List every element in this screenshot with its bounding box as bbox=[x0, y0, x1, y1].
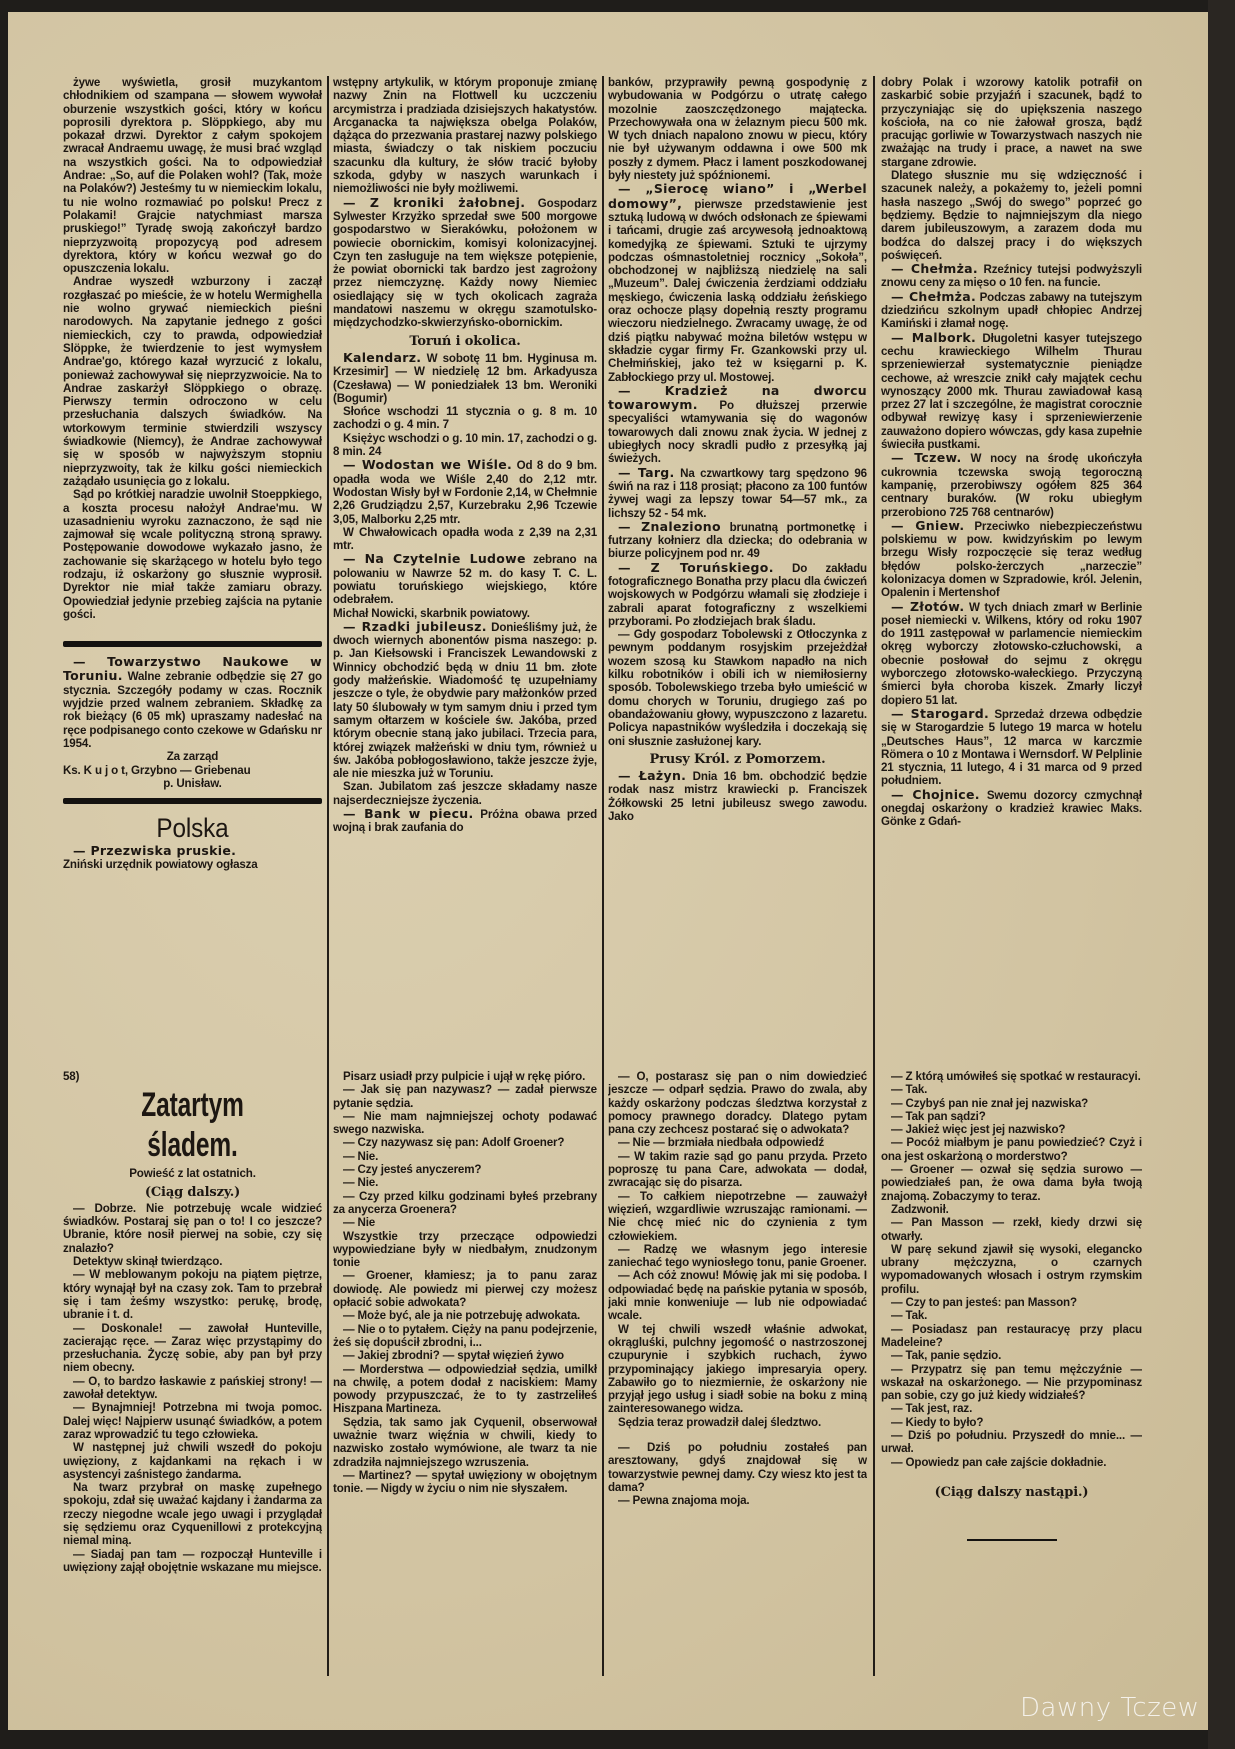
article-text: — Nie. bbox=[343, 1176, 379, 1190]
article-text: 58) bbox=[63, 1070, 80, 1083]
article-text: — Jakież więc jest jej nazwisko? bbox=[891, 1123, 1066, 1137]
article-text: — Z którą umówiłeś się spotkać w restauracyi. bbox=[891, 1070, 1141, 1083]
article-paragraph bbox=[881, 1136, 1142, 1163]
article-paragraph bbox=[63, 1481, 322, 1547]
article-paragraph bbox=[333, 526, 597, 553]
article-paragraph bbox=[608, 466, 867, 520]
top-column-4 bbox=[881, 76, 1142, 1062]
article-text: Polska bbox=[156, 813, 229, 844]
article-paragraph bbox=[881, 1402, 1142, 1415]
article-text: W następnej już chwili wszedł do pokoju uwięziony, z kajdankami na rękach i w asystencyi zaśnistego żandarma. bbox=[63, 1441, 322, 1481]
article-paragraph bbox=[608, 384, 867, 466]
article-paragraph bbox=[333, 1176, 597, 1189]
section-heading bbox=[76, 812, 309, 844]
article-text: — Nie — brzmiała niedbała odpowiedź bbox=[618, 1136, 825, 1150]
article-paragraph bbox=[881, 169, 1142, 262]
story-title bbox=[99, 1085, 285, 1165]
article-paragraph bbox=[608, 1190, 867, 1243]
article-headline: — Tczew. bbox=[891, 450, 962, 466]
article-text: Podczas zabawy na tutejszym dziedzińcu szkolnym upadł chłopiec Andrzej Kamiński i złamał nogę. bbox=[881, 290, 1142, 331]
article-paragraph bbox=[881, 331, 1142, 452]
article-headline: Kalendarz. bbox=[343, 349, 422, 365]
article-paragraph bbox=[63, 1401, 322, 1441]
article-paragraph bbox=[608, 628, 867, 748]
article-text: — Kiedy to było? bbox=[891, 1415, 984, 1429]
article-paragraph bbox=[881, 600, 1142, 707]
top-column-2 bbox=[333, 76, 597, 1062]
article-paragraph bbox=[881, 290, 1142, 331]
article-headline: — Malbork. bbox=[891, 329, 977, 345]
article-paragraph bbox=[881, 519, 1142, 600]
article-paragraph bbox=[63, 488, 322, 621]
article-text: Andrae wyszedł wzburzony i zaczął rozgłaszać po mieście, że w hotelu Wermighella nie wolno grywać niemieckich pieśni narodowych. Na zapytanie jednego z gości niemieckich, czy to prawda, odpowiedział Slöppke, że twierdzenie to jest wymysłem Andrae'go, którego kazał wyrzucić z lokalu, ponieważ zachowywał się nieprzyzwoicie. Na to Andrae zaskarżył Slöppkiego o obrazę. Pierwszy termin odroczono w celu przesłuchania dalszych świadków. Na wtorkowym terminie stwierdzili wszyscy świadkowie (Niemcy), że Andrae zachowywał się w sposób w najwyższym stopniu nieprzyzwoity, tak że kilku gości niemieckich zażądało usunięcia go z lokalu. bbox=[63, 275, 322, 488]
article-paragraph bbox=[881, 707, 1142, 788]
section-rule bbox=[63, 798, 322, 804]
article-text: Słońce wschodzi 11 stycznia o g. 8 m. 10 zachodzi o g. 4 min. 7 bbox=[333, 405, 597, 432]
article-text: Wszystkie trzy przeczące odpowiedzi wypowiedziane były w niedbałym, znudzonym tonie bbox=[333, 1229, 597, 1270]
article-paragraph bbox=[881, 1097, 1142, 1110]
top-column-3 bbox=[608, 76, 867, 1062]
article-paragraph bbox=[333, 1269, 597, 1309]
article-text: Szan. Jubilatom zaś jeszcze składamy nasze najserdeczniejsze życzenia. bbox=[333, 780, 597, 807]
article-paragraph bbox=[333, 807, 597, 835]
article-paragraph bbox=[63, 750, 322, 763]
article-text: — Gdy gospodarz Tobolewski z Otłoczynka z pewnym poddanym rosyjskim przejeżdżał wozem szosą ku Stawkom napadło na nich kilku robotników i obili ich w niemiłosierny sposób. Tobolewskiego trzeba było umieścić w domu chorych w Toruniu, drugiego zaś po obandażowaniu głowy, wypuszczono z lazaretu. Policya napastników wyśledziła i doczekają się oni słusznie zasłużonej kary. bbox=[608, 628, 867, 748]
article-paragraph bbox=[63, 764, 322, 777]
column-divider bbox=[327, 76, 329, 1676]
article-text: Sędzia teraz prowadził dalej śledztwo. bbox=[618, 1415, 822, 1429]
bottom-column-3 bbox=[608, 1070, 867, 1675]
article-headline: — Gniew. bbox=[891, 517, 965, 533]
article-paragraph bbox=[881, 1416, 1142, 1429]
article-text: brunatną portmonetkę i futrzany kołnierz dla dziecka; do odebrania w biurze policyjnem pod nr. 49 bbox=[608, 520, 867, 561]
article-paragraph bbox=[63, 1548, 322, 1575]
article-text: Przeciwko niebezpieczeństwu polskiemu w pow. kwidzyńskim po lewym brzegu Wisły rozpoczęcie się teraz według błędów polsko-żerczych „narzeczie” kolonizacya domen w Szpradowie, król. Jelenin, Opalenin i Mertenshof bbox=[881, 519, 1142, 600]
article-paragraph bbox=[333, 196, 597, 330]
article-paragraph bbox=[881, 1309, 1142, 1322]
article-paragraph bbox=[608, 1070, 867, 1136]
article-headline: — Bank w piecu. bbox=[343, 806, 474, 822]
article-text: — O, postarasz się pan o nim dowiedzieć jeszcze — odparł sędzia. Prawo do zwala, aby każdy oskarżony podczas śledztwa korzystał z pomocy prawnego doradcy. Dlatego pytam pana czy zechcesz postarać się o adwokata? bbox=[608, 1070, 867, 1137]
article-paragraph bbox=[63, 1202, 322, 1255]
article-text: — W takim razie sąd go panu przyda. Przeto poproszę tu pana Care, adwokata — dodał, zwracając się do pisarza. bbox=[608, 1149, 867, 1190]
article-paragraph bbox=[333, 1323, 597, 1350]
article-text: Zadzwonił. bbox=[891, 1202, 949, 1216]
article-paragraph bbox=[608, 520, 867, 561]
article-text: — Nie bbox=[343, 1216, 376, 1230]
article-paragraph bbox=[881, 1110, 1142, 1123]
article-text: — Czy to pan jesteś: pan Masson? bbox=[891, 1296, 1077, 1310]
article-paragraph bbox=[881, 1203, 1142, 1216]
article-text: Gospodarz Sylwester Krzyżko sprzedał swe 500 morgowe gospodarstwo w Sierakówku, położonem w powiecie obornickim, komisyi kolonizacyjnej. Czyn ten zasługuje na tem większe potępienie, że powiat obornicki tak bardzo jest zagrożony przez niemczyznę. Każdy nowy Niemiec osiedlający się w tych okolicach zagraża mandatowi naszemu w okręgu szamotulsko-międzychodzko-skwierzyńsko-obornickim. bbox=[333, 196, 597, 330]
article-text: Swemu dozorcy czmychnął onegdaj oskarżony o kradzież krawiec Maks. Gönke z Gdań- bbox=[881, 788, 1142, 829]
article-paragraph bbox=[881, 76, 1142, 169]
article-text: Dlatego słusznie mu się wdzięczność i szacunek należy, a pokażemy to, jeżeli pomni hasła naszego „Swój do swego” poprzeć go będziemy. Będzie to najmniejszym dla niego darem jubileuszowym, a zarazem doda mu bodźca do dalszej pracy i do większych poświęceń. bbox=[881, 169, 1142, 262]
article-text: — Może być, ale ja nie potrzebuję adwokata. bbox=[343, 1309, 581, 1323]
article-paragraph bbox=[333, 1190, 597, 1217]
article-text: — Tak. bbox=[891, 1309, 928, 1323]
article-text: — Pan Masson — rzekł, kiedy drzwi się otwarły. bbox=[881, 1216, 1142, 1243]
article-headline: — Łażyn. bbox=[618, 768, 687, 784]
spacer bbox=[608, 1429, 867, 1441]
article-headline: — Na Czytelnie Ludowe bbox=[343, 551, 526, 567]
article-paragraph bbox=[333, 1363, 597, 1416]
article-paragraph bbox=[881, 1216, 1142, 1243]
article-text: — Nie mam najmniejszej ochoty podawać swego nazwiska. bbox=[333, 1109, 597, 1137]
article-text: — Ach cóż znowu! Mówię jak mi się podoba. I odpowiadać będę na pańskie pytania w sposób, jaki mnie konweniuje — lub nie odpowiadać wcale. bbox=[608, 1269, 867, 1323]
article-text: — Tak, panie sędzio. bbox=[891, 1349, 1002, 1363]
article-paragraph bbox=[881, 1070, 1142, 1083]
article-text: — W meblowanym pokoju na piątem piętrze, który wynajął był na czasy zok. Tam to przebrał się i tam żeśmy wszystko: perukę, brodę, ubranie i t. d. bbox=[63, 1268, 322, 1322]
article-paragraph bbox=[333, 76, 597, 196]
article-headline: — Chełmża. bbox=[891, 261, 978, 277]
article-text: W tych dniach zmarł w Berlinie poseł niemiecki v. Wilkens, który od roku 1907 do 1911 zastępował w parlamencie niemieckim okręg wyborczy złotowsko-człuchowski, a obecnie posłował do sejmu z okręgu wyborczego złotowsko-wałeckiego. Przyczyną śmierci była choroba kiszek. Zmarły liczył dopiero 51 lat. bbox=[881, 600, 1142, 707]
article-text: Na twarz przybrał on maskę zupełnego spokoju, zdał się uważać kajdany i żandarma za rzeczy niegodne wcale jego uwagi i przyglądał się sędziemu oraz Cyquenillowi z protekcyjną niemal miną. bbox=[63, 1481, 322, 1548]
article-text: Sędzia, tak samo jak Cyquenil, obserwował uważnie twarz więźnia w chwili, kiedy to nazwisko zostało wymówione, ale twarz ta nie zdradziła najmniejszego wzruszenia. bbox=[333, 1415, 597, 1469]
article-paragraph bbox=[333, 620, 597, 781]
article-paragraph bbox=[608, 1150, 867, 1190]
article-headline: — Chojnice. bbox=[891, 786, 980, 802]
article-paragraph bbox=[63, 1167, 322, 1180]
article-paragraph bbox=[333, 607, 597, 620]
section-rule bbox=[967, 1539, 1057, 1541]
article-paragraph bbox=[881, 788, 1142, 829]
article-text: — Radzę we własnym jego interesie zaniechać tego wyniosłego tonu, panie Groener. bbox=[608, 1242, 867, 1270]
article-paragraph bbox=[881, 262, 1142, 290]
article-text: zebrano na polowaniu w Nawrze 52 m. do kasy T. C. L. powiatu toruńskiego wiejskiego, które odebrałem. bbox=[333, 553, 597, 607]
article-paragraph bbox=[63, 777, 322, 790]
article-text: — Przypatrz się pan temu mężczyźnie — wskazał na oskarżonego. — Nie przypominasz pan sobie, czy go już kiedy widziałeś? bbox=[881, 1362, 1142, 1403]
article-text: Rzeźnicy tutejsi podwyższyli znowu ceny za mięso o 10 fen. na funcie. bbox=[881, 263, 1142, 290]
article-text: — Nie. bbox=[343, 1149, 379, 1163]
article-paragraph bbox=[333, 1083, 597, 1110]
article-text: (Ciąg dalszy.) bbox=[144, 1184, 241, 1200]
article-text: — Pewna znajoma moja. bbox=[618, 1494, 750, 1508]
article-paragraph bbox=[63, 1070, 322, 1083]
article-paragraph bbox=[333, 1309, 597, 1322]
article-text: — Dziś po południu. Przyszedł do mnie... — urwał. bbox=[881, 1429, 1142, 1456]
article-text: Na czwartkowy targ spędzono 96 świń na raz i 118 prosiąt; płacono za 100 funtów żywej wagi za lepszy towar 54—57 mk., za lichszy 52 - 54 mk. bbox=[608, 466, 867, 520]
top-column-1 bbox=[63, 76, 322, 1062]
spacer bbox=[63, 621, 322, 633]
article-text: Księżyc wschodzi o g. 10 min. 17, zachodzi o g. 8 min. 24 bbox=[333, 431, 597, 459]
article-paragraph bbox=[608, 1243, 867, 1270]
article-paragraph bbox=[881, 1163, 1142, 1203]
article-paragraph bbox=[333, 1150, 597, 1163]
article-paragraph bbox=[608, 1323, 867, 1416]
article-text: Donieśliśmy już, że dwoch wiernych abonentów pisma naszego: p. p. Jan Kiełsowski i Franciszek Lewandowski z Winnicy obchodzić będą w dniu 11 bm. złote gody małżeńskie. Wiadomość tę uzupełniamy jeszcze o tyle, że obydwie pary małżonków przed laty 50 ślubowały w tym samym dniu i przed tym samym ołtarzem w kościele św. Jakóba, przed którym obecnie staną jako jubilaci. Trzecia para, której związek małżeński w dniu tym, również u św. Jakóba pobłogosławiono, także jeszcze żyje, ale nie mieszka już w Toruniu. bbox=[333, 620, 597, 781]
article-headline: — Z kroniki żałobnej. bbox=[343, 194, 526, 210]
article-text: Powieść z lat ostatnich. bbox=[129, 1167, 256, 1181]
section-heading bbox=[63, 1186, 322, 1199]
article-paragraph bbox=[333, 1416, 597, 1469]
article-paragraph bbox=[333, 1230, 597, 1270]
article-paragraph bbox=[63, 1322, 322, 1375]
section-heading bbox=[333, 335, 597, 348]
article-text: — Czy nazywasz się pan: Adolf Groener? bbox=[343, 1136, 565, 1150]
article-text: — Posiadasz pan restauracyę przy placu Madeleine? bbox=[881, 1322, 1142, 1349]
article-text: — Nie o to pytałem. Cięży na panu podejrzenie, żeś się dopuścił zbrodni, i... bbox=[333, 1322, 597, 1349]
article-text: — Siadaj pan tam — rozpoczął Hunteville i uwięziony zajął obojętnie wskazane mu miejsce. bbox=[63, 1547, 322, 1574]
article-text: Do zakładu fotograficznego Bonatha przy placu dla ćwiczeń wojskowych w Podgórzu włamali się złodzieje i zabrali aparat fotograficzny z wszelkiemi przyborami. Po złodziejach brak śladu. bbox=[608, 561, 867, 628]
article-headline: — Rzadki jubileusz. bbox=[343, 618, 487, 634]
article-text: — Opowiedz pan całe zajście dokładnie. bbox=[891, 1455, 1107, 1469]
article-paragraph bbox=[608, 1416, 867, 1429]
article-paragraph bbox=[881, 1243, 1142, 1296]
article-text: Michał Nowicki, skarbnik powiatowy. bbox=[333, 606, 530, 620]
article-paragraph bbox=[608, 1136, 867, 1149]
article-paragraph bbox=[333, 780, 597, 807]
column-divider bbox=[873, 76, 875, 1676]
article-text: — Groener, kłamiesz; ja to panu zaraz dowiodę. Ale powiedz mi pierwej czy możesz opłacić sobie adwokata? bbox=[333, 1269, 597, 1310]
article-text: banków, przyprawiły pewną gospodynię z wybudowania w Podgórzu o utratę całego mozolnie zaoszczędzonego majątecka. Przechowywała ona w żelaznym piecu 500 mk. W tych dniach napalono znowu w piecu, który nie był używanym oddawna i owe 500 mk poszły z dymem. Płacz i lament poszkodowanej były niestety już spóźnionemi. bbox=[608, 76, 867, 183]
article-text: — Groener — ozwał się sędzia surowo — powiedziałeś pan, że owa dama była twoją znajomą. Zobaczymy to teraz. bbox=[881, 1163, 1142, 1203]
article-text: Pisarz usiadł przy pulpicie i ujął w rękę pióro. bbox=[343, 1070, 586, 1083]
article-paragraph bbox=[881, 1363, 1142, 1403]
article-text: — Czy jesteś anyczerem? bbox=[343, 1163, 482, 1177]
article-text: Zatartym śladem. bbox=[141, 1086, 244, 1165]
article-text: Toruń i okolica. bbox=[409, 333, 521, 349]
article-text: wstępny artykulik, w którym proponuje zmianę nazwy Znin na Flottwell ku uczczeniu arcymistrza i pradziada dzisiejszych hakatystów. Arcganacka ta największa obelga Polaków, dążąca do przezwania prastarej nazwy polskiego miasta, świadczy o tak niskiem poczuciu szacunku dla kultury, że słów tracić byłoby szkoda, gdyby w naszych warunkach i niemożliwości nie były możliwemi. bbox=[333, 76, 597, 196]
article-paragraph bbox=[333, 1070, 597, 1083]
article-text: Zniński urzędnik powiatowy ogłasza bbox=[63, 858, 258, 872]
article-headline: — Znaleziono bbox=[618, 518, 721, 534]
article-paragraph bbox=[63, 76, 322, 275]
article-paragraph bbox=[333, 351, 597, 405]
article-text: — Doskonale! — zawołał Hunteville, zacierając ręce. — Zaraz więc przystąpimy do przesłuchania. Życzę sobie, aby pan był przy niem obecny. bbox=[63, 1321, 322, 1375]
article-headline: — Wodostan we Wiśle. bbox=[343, 457, 513, 473]
article-paragraph bbox=[881, 1456, 1142, 1469]
article-text: — Tak. bbox=[891, 1083, 928, 1097]
article-headline: — Z Toruńskiego. bbox=[618, 559, 774, 575]
article-text: Ks. K u j o t, Grzybno — Griebenau bbox=[63, 763, 251, 777]
section-heading bbox=[881, 1486, 1142, 1499]
article-text: Dnia 16 bm. obchodzić będzie rodak nasz mistrz krawiecki p. Franciszek Żółkowski 25 letni jubileusz swego zawodu. Jako bbox=[608, 770, 867, 824]
article-text: — Pocóż miałbym je panu powiedzieć? Czyż i ona jest oskarżoną o morderstwo? bbox=[881, 1136, 1142, 1163]
article-paragraph bbox=[333, 1163, 597, 1176]
bottom-column-4 bbox=[881, 1070, 1142, 1675]
article-text: Próżna obawa przed wojną i brak zaufania do bbox=[333, 808, 597, 835]
article-text: W parę sekund zjawił się wysoki, elegancko ubrany mężczyzna, o czarnych wypomadowanych włosach i ostrym rzymskim profilu. bbox=[881, 1242, 1142, 1296]
article-paragraph bbox=[333, 405, 597, 432]
article-text: — Czy przed kilku godzinami byłeś przebrany za anycerza Groenera? bbox=[333, 1189, 597, 1216]
article-text: W sobotę 11 bm. Hyginusa m. Krzesimir] — W niedzielę 12 bm. Arkadyusza (Czesława) — W poniedziałek 13 bm. Weroniki (Bogumir) bbox=[333, 351, 597, 405]
article-text: Od 8 do 9 bm. opadła woda we Wiśle 2,40 do 2,12 mtr. Wodostan Wisły był w Fordonie 2,14, w Chełmnie 2,26 Grudziądzu 2,57, Kurzebraku 2,96 Tczewie 3,05, Malborku 2,25 mtr. bbox=[333, 459, 597, 526]
article-text: Sprzedaż drzewa odbędzie się w Starogardzie 5 lutego 19 marca w hotelu „Deutsches Haus”, 12 marca w karczmie Römera o 10 z Montawa i Wernsdorf. W Pelplinie 21 stycznia, 11 lutego, 4 i 31 marca od 9 przed południem. bbox=[881, 707, 1142, 788]
article-paragraph bbox=[608, 1494, 867, 1507]
article-paragraph bbox=[608, 76, 867, 182]
article-paragraph bbox=[333, 1110, 597, 1137]
article-text: — Dziś po południu zostałeś pan aresztowany, gdyś znajdował się w towarzystwie pewnej damy. Czy wiesz kto jest ta dama? bbox=[608, 1441, 867, 1494]
article-paragraph bbox=[881, 1429, 1142, 1456]
article-paragraph bbox=[333, 1216, 597, 1229]
article-text: Prusy Król. z Pomorzem. bbox=[649, 751, 826, 767]
article-text: Za zarząd bbox=[166, 750, 219, 764]
article-headline: — Starogard. bbox=[891, 705, 990, 721]
article-text: — Martinez? — spytał uwięziony w obojętnym tonie. — Nigdy w życiu o nim nie słyszałem. bbox=[333, 1468, 597, 1496]
article-paragraph bbox=[881, 1083, 1142, 1096]
article-text: — Jak się pan nazywasz? — zadał pierwsze pytanie sędzia. bbox=[333, 1083, 597, 1110]
article-text: Walne zebranie odbędzie się 27 go stycznia. Szczegóły podamy w czas. Rocznik wyjdzie przed walnem zebraniem. Składkę za rok bieżący (6 05 mk) upraszamy nadesłać na ręce podpisanego conto czekowe w Gdańsku nr 1954. bbox=[63, 670, 322, 750]
article-text: Sąd po krótkiej naradzie uwolnił Stoeppkiego, a koszta procesu nałożył Andrae'mu. W uzasadnieniu wyroku zaznaczono, że sąd nie zajmował się wcale polityczną stroną sprawy. Postępowanie dowodowe wykazało jasno, że zachowanie się skarżącego w hotelu było tego rodzaju, iż oskarżony go słusznie wyprosił. Dyrektor nie miał także zamiaru obrazy. Opowiedział jedynie przebieg zajścia na pytanie gości. bbox=[63, 488, 322, 621]
article-text: W nocy na środę ukończyła cukrownia tczewska swoją tegoroczną kampanię, przerobiwszy ogółem 825 364 centnary buraków. (W roku ubiegłym przerobiono 725 768 centnarów) bbox=[881, 452, 1142, 519]
article-text: W Chwałowicach opadła woda z 2,39 na 2,31 mtr. bbox=[333, 525, 597, 553]
article-paragraph bbox=[608, 561, 867, 628]
article-text: — O, to bardzo łaskawie z pańskiej strony! — zawołał detektyw. bbox=[63, 1374, 322, 1402]
article-text: — Morderstwa — odpowiedział sędzia, umilkł na chwilę, a potem dodał z naciskiem: Mamy powody przypuszczać, że to ty zastrzeliłeś Hiszpana Martineza. bbox=[333, 1362, 597, 1416]
article-paragraph bbox=[63, 1255, 322, 1268]
article-text: p. Unisław. bbox=[163, 776, 222, 790]
article-text: W tej chwili wszedł właśnie adwokat, okrągluśki, pulchny jegomość o nastrzoszonej czupurynie i szybkich ruchach, żywo przypominający jakiego impresaryia opery. Zabawiło go to niezmiernie, że oskarżony nie przyjął jego usług i siadł sobie na boku z miną zainteresowanego widza. bbox=[608, 1322, 867, 1416]
spacer bbox=[881, 1469, 1142, 1481]
article-headline: — „Sierocę wiano” i „Werbel domowy”, bbox=[608, 181, 867, 211]
section-rule bbox=[63, 641, 322, 647]
article-headline: — Kradzież na dworcu towarowym. bbox=[608, 382, 867, 413]
article-text: — Dobrze. Nie potrzebuję wcale widzieć świadków. Postaraj się pan o to! I co jeszcze? Ubranie, które nosił pierwej na sobie, czy się znalazło? bbox=[63, 1201, 322, 1255]
article-paragraph bbox=[63, 655, 322, 750]
article-text: pierwsze przedstawienie jest sztuką ludową w dwóch odsłonach ze śpiewami i tańcami, drugie zaś arcywesołą jednoaktową komedyjką ze śpiewami. Sztuki te ujrzymy podczas ośmnastoletniej rocznicy „Sokoła”, obchodzonej w najbliższą niedzielę na sali „Muzeum”. Dalej ćwiczenia żerdziami oddziału męskiego, ćwiczenia laską oddziału żeńskiego oraz ochocze pląsy dopełnią reszty programu wieczoru niedzielnego. Zwracamy uwagę, że od dziś piątku nabywać można biletów wstępu w składzie cygar firmy Fr. Gzankowski przy ul. Chełmińskiej, jako też w księgarni p. K. Zabłockiego przy ul. Mostowej. bbox=[608, 197, 867, 384]
article-text: żywe wyświetla, grosił muzykantom chłodnikiem od szampana — słowem wywołał oburzenie wszystkich gości, który w końcu poprosili dyrektora p. Slöppkiego, aby mu pokazał drzwi. Dyrektor z całym spokojem zwracał Andraemu uwagę, że musi brać wzgląd na wszystkich gości. Na to odpowiedział Andrae: „So, auf die Polaken wohl? (Tak, może na Polaków?) Jesteśmy tu w niemieckim lokalu, tu nie wolno rozmawiać po polsku! Precz z Polakami! Grajcie natychmiast marsza pruskiego!” Tyradę swoją zakończył bardzo nieprzyzwoitą propozycyą pod adresem dyrektora, który w końcu wezwał go do opuszczenia lokalu. bbox=[63, 76, 322, 276]
article-paragraph bbox=[333, 1136, 597, 1149]
bottom-column-2 bbox=[333, 1070, 597, 1675]
article-paragraph bbox=[881, 451, 1142, 518]
article-text: — Czybyś pan nie znał jej nazwiska? bbox=[891, 1096, 1089, 1110]
article-headline: — Przezwiska pruskie. bbox=[73, 843, 237, 859]
article-text: — Bynajmniej! Potrzebna mi twoja pomoc. Dalej więc! Najpierw usunąć świadków, a potem zaraz wprowadzić tu tego człowieka. bbox=[63, 1401, 322, 1441]
article-headline: — Towarzystwo Naukowe w Toruniu. bbox=[63, 654, 322, 684]
article-paragraph bbox=[63, 275, 322, 488]
article-text: Długoletni kasyer tutejszego cechu krawieckiego Wilhelm Thurau sprzeniewierzał systematycznie pieniądze cechowe, aż wreszcie znikł cały majątek cechu wynoszący 2000 mk. Thurau zawiadował kasą przez 27 lat i szczególne, że magistrat corocznie odbywał rewizyę kasy i sprzeniewierzenie zauważono dopiero wówczas, gdy kasa zupełnie świeciła pustkami. bbox=[881, 331, 1142, 452]
article-text: Po dłuższej przerwie specyaliści wtamywania się do wagonów towarowych dali znowu znak życia. W jednej z ubiegłych nocy skradli pudło z przesyłką jaj świeżych. bbox=[608, 399, 867, 466]
article-paragraph bbox=[333, 552, 597, 606]
article-headline: — Złotów. bbox=[891, 598, 965, 614]
article-text: — To całkiem niepotrzebne — zauważył więzień, wzgardliwie wzruszając ramionami. — Nie chcę mieć nic do czynienia z tym człowiekiem. bbox=[608, 1189, 867, 1243]
watermark: Dawny Tczew bbox=[1020, 1693, 1200, 1723]
scan-edge bbox=[1208, 0, 1235, 1749]
article-paragraph bbox=[881, 1123, 1142, 1136]
article-paragraph bbox=[608, 182, 867, 383]
article-paragraph bbox=[63, 844, 322, 858]
bottom-column-1 bbox=[63, 1070, 322, 1675]
article-text: Detektyw skinął twierdząco. bbox=[73, 1255, 223, 1269]
article-text: — Tak jest, raz. bbox=[891, 1402, 973, 1416]
article-headline: — Chełmża. bbox=[891, 288, 977, 304]
article-paragraph bbox=[881, 1323, 1142, 1350]
article-paragraph bbox=[333, 1469, 597, 1496]
section-heading bbox=[608, 753, 867, 766]
article-paragraph bbox=[63, 1268, 322, 1321]
article-paragraph bbox=[333, 458, 597, 525]
article-paragraph bbox=[333, 432, 597, 459]
article-paragraph bbox=[63, 1375, 322, 1402]
column-divider bbox=[602, 76, 604, 1676]
article-paragraph bbox=[333, 1349, 597, 1362]
article-paragraph bbox=[608, 1441, 867, 1494]
article-text: — Jakiej zbrodni? — spytał więzień żywo bbox=[343, 1349, 564, 1363]
article-headline: — Targ. bbox=[618, 464, 675, 480]
article-paragraph bbox=[608, 1269, 867, 1322]
article-text: — Tak pan sądzi? bbox=[891, 1109, 986, 1123]
article-paragraph bbox=[63, 858, 322, 871]
article-text: dobry Polak i wzorowy katolik potrafił on zaskarbić sobie przyjaźń i szacunek, bądź to przyczyniając się do upiększenia naszego kościoła, na co nie żałował grosza, bądź pracując gorliwie w Towarzystwach naszych nie zważając na trudy i prace, a nawet na swe stargane zdrowie. bbox=[881, 76, 1142, 169]
article-paragraph bbox=[608, 769, 867, 823]
article-paragraph bbox=[881, 1296, 1142, 1309]
article-text: (Ciąg dalszy nastąpi.) bbox=[934, 1484, 1089, 1500]
article-paragraph bbox=[881, 1349, 1142, 1362]
article-paragraph bbox=[63, 1441, 322, 1481]
